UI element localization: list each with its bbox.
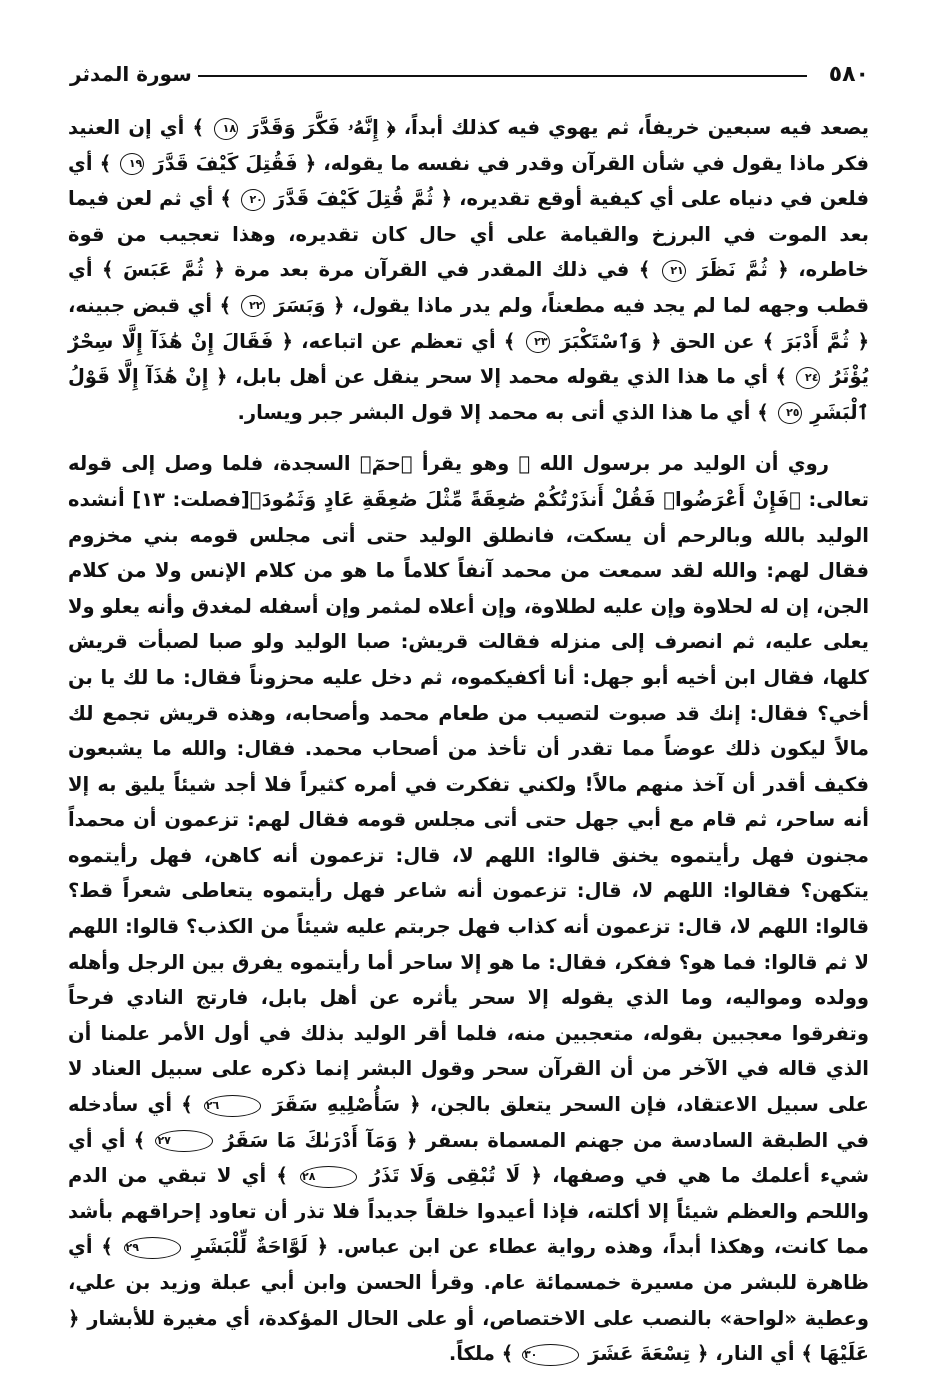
quran-verse: ﴿ لَا تُبْقِى وَلَا تَذَرُ	[359, 1164, 542, 1188]
quran-verse: ﴿ ثُمَّ قُتِلَ كَيْفَ قَدَّرَ	[266, 187, 453, 211]
text-segment: أي قبض جبينه،	[68, 293, 220, 317]
ayah-number-marker: ١٨	[214, 118, 238, 140]
quran-verse: ﴿ ثُمَّ نَظَرَ	[687, 258, 789, 282]
ayah-number-marker: ٢٨	[300, 1166, 357, 1188]
quran-verse: ﴾	[181, 1093, 202, 1117]
text-segment: أي ظاهرة للبشر من مسيرة خمسمائة عام. وقرأ الحسن وابن أبي عبلة وزيد بن علي، وعطية «لواحة» بالنصب على الاختصاص، أو على الحال المؤكدة، أي مغيرة للأبشار	[68, 1235, 869, 1330]
ayah-number-marker: ٢١	[662, 260, 686, 282]
text-segment: روي أن الوليد مر برسول الله ﷺ وهو يقرأ	[412, 452, 829, 476]
text-segment: ملكاً.	[448, 1342, 502, 1366]
surah-title: سورة المدثر	[70, 62, 192, 86]
ayah-number-marker: ٢٩	[124, 1237, 181, 1259]
quran-reference: [فصلت: ١٣]	[132, 487, 250, 511]
quran-verse: ﴾	[133, 1128, 154, 1152]
text-segment: أي قطب وجهه لما لم يجد فيه مطعناً، ولم يدر ماذا يقول،	[68, 258, 870, 317]
header-rule	[198, 75, 807, 77]
quran-verse: ﴾	[638, 258, 660, 282]
quran-verse: ﴿ وَبَسَرَ	[266, 293, 345, 317]
text-segment: أي تعظم عن اتباعه،	[292, 329, 504, 353]
ayah-number-marker: ٢٧	[155, 1130, 212, 1152]
quran-verse: ﴿ إِنَّهُۥ فَكَّرَ وَقَدَّرَ	[240, 116, 396, 139]
quran-verse: ﴾	[220, 187, 239, 211]
quran-verse: ﴿ سَأُصْلِيهِ سَقَرَ	[263, 1093, 421, 1117]
quran-verse: ﴿ إِنْ هَٰذَآ إِلَّا قَوْلُ ٱلْبَشَرِ	[68, 365, 869, 424]
quran-verse: ﴾	[101, 1235, 122, 1259]
tafsir-paragraph-walid-story	[68, 446, 869, 1371]
quran-verse: ﴾	[276, 1164, 298, 1188]
text-segment: أي ما هذا الذي أتى به محمد إلا قول البشر جبر ويسار.	[237, 400, 758, 424]
quran-verse: ﴿ فَقَالَ إِنْ هَٰذَآ إِلَّا سِحْرٌ يُؤْثَرُ	[68, 329, 870, 389]
quran-verse: ﴿ ثُمَّ عَبَسَ ﴾	[102, 258, 225, 282]
text-segment: أي ثم لعن فيما بعد الموت في البرزخ والقيامة على أي حال كان تقديره، وهذا تعجيب من قوة خاطره،	[68, 187, 869, 282]
quran-verse: ﴾	[775, 365, 795, 389]
page-body	[68, 110, 869, 1372]
page-header	[70, 62, 869, 88]
quran-verse: ﴾	[757, 400, 776, 424]
text-segment: أي أي شيء أعلمك ما هي في وصفها،	[68, 1128, 870, 1188]
text-segment: أنشده الوليد بالله وبالرحم أن يسكت، فانطلق الوليد حتى أتى مجلس قومه بني مخزوم فقال لهم: والله لقد سمعت من محمد آنفاً كلاماً ما هو من كلام الإنس ولا من كلام الجن، إن له لحلاوة وإن عليه لطلاوة، وإن أعلاه لمثمر وإن أسفله لمغدق وأنه يعلو ولا يعلى عليه، ثم انصرف إلى منزله فقالت قريش: صبا الوليد ولو صبا لصبأت قريش كلها، فقال ابن أخيه أبو جهل: أنا أكفيكموه، ثم دخل عليه محزوناً فقال: ما لك يا بن أخي؟ فقال: إنك قد صبوت لتصيب من طعام محمد وأصحابه، وهذه قريش تجمع لك مالاً ليكون ذلك عوضاً مما تقدر أن تأخذ من أصحاب محمد. فقال: والله ما يشبعون فكيف أقدر أن آخذ منهم مالاً! ولكني تفكرت في أمره كثيراً فلا أجد شيئاً يليق به إلا أنه ساحر، ثم قام مع أبي جهل حتى أتى مجلس قومه فقال لهم: تزعمون أن محمداً مجنون فهل رأيتموه يخنق قالوا: اللهم لا، قال: تزعمون أنه كاهن، فهل رأيتموه يتكهن؟ فقالوا: اللهم لا، قال: تزعمون أنه شاعر فهل رأيتموه يتعاطى شعراً قط؟ قالوا: اللهم لا، قال: تزعمون أنه كذاب فهل جربتم عليه شيئاً من الكذب؟ قالوا: اللهم لا ثم قالوا: فما هو؟ ففكر، فقال: ما هو إلا ساحر أما رأيتموه يفرق بين الرجل وأهله وولده ومواليه، وما الذي يقوله إلا سحر يأثره عن أهل بابل، فارتج النادي فرحاً وتفرقوا معجبين بقوله، متعجبين منه، فلما أقر الوليد بذلك في أول الأمر علمنا أن الذي قاله في الآخر من أن القرآن سحر وقول البشر إنما ذكره على سبيل العناد لا على سبيل الاعتقاد، فإن السحر يتعلق بالجن،	[68, 487, 870, 1117]
quran-verse: ﴾	[192, 116, 213, 139]
text-segment: أي فلعن في دنياه على أي كيفية أوقع تقديره،	[68, 151, 869, 211]
tafsir-paragraph-verses-18-25	[68, 110, 869, 430]
ayah-number-marker: ٣٠	[522, 1344, 579, 1366]
ayah-number-marker: ١٩	[120, 153, 144, 175]
quran-verse: ﴿ فَقُتِلَ كَيْفَ قَدَّرَ	[146, 151, 317, 175]
page-number: ٥٨٠	[828, 62, 869, 87]
text-segment: يصعد فيه سبعين خريفاً، ثم يهوي فيه كذلك أبداً،	[395, 116, 869, 139]
quran-verse: ﴿فَإِنْ أَعْرَضُوا۟ فَقُلْ أَنذَرْتُكُمْ صَٰعِقَةً مِّثْلَ صَٰعِقَةِ عَادٍ وَثَمُودَ﴾	[249, 487, 801, 511]
quran-verse: ﴿حمٓ﴾	[359, 452, 413, 476]
ayah-number-marker: ٢٠	[241, 189, 265, 211]
quran-verse: ﴾	[501, 1342, 520, 1366]
quran-verse: ﴾	[99, 151, 119, 175]
quran-verse: ﴿ وَٱسْتَكْبَرَ	[551, 329, 662, 353]
ayah-number-marker: ٢٥	[778, 402, 802, 424]
text-segment: أي النار،	[708, 1342, 802, 1366]
quran-verse: ﴿ ثُمَّ أَدْبَرَ ﴾	[762, 329, 870, 353]
quran-verse: ﴾	[503, 329, 524, 353]
text-segment: أي سأدخله في الطبقة السادسة من جهنم المسماة بسقر	[68, 1093, 869, 1152]
text-segment: السجدة، فلما وصل إلى قوله تعالى:	[68, 452, 869, 511]
ayah-number-marker: ٢٢	[241, 295, 265, 317]
ayah-number-marker: ٢٣	[526, 331, 550, 353]
text-segment: في ذلك المقدر في القرآن مرة بعد مرة	[224, 258, 639, 282]
text-segment: أي لا تبقي من الدم واللحم والعظم شيئاً إلا أكلته، فإذا أعيدوا خلقاً جديداً فلا تذر أن تعاود إحراقهم بأشد مما كانت، وهكذا أبداً، وهذه رواية عطاء عن ابن عباس.	[68, 1164, 869, 1259]
text-segment: عن الحق	[661, 329, 763, 353]
quran-verse: ﴿ وَمَآ أَدْرَىٰكَ مَا سَقَرُ	[214, 1128, 418, 1152]
quran-verse: ﴿ عَلَيْهَا ﴾	[68, 1306, 869, 1366]
ayah-number-marker: ٢٦	[204, 1095, 261, 1117]
quran-verse: ﴿ تِسْعَةَ عَشَرَ	[581, 1342, 709, 1366]
text-segment: أي إن العنيد فكر ماذا يقول في شأن القرآن وقدر في نفسه ما يقوله،	[68, 116, 869, 175]
ayah-number-marker: ٢٤	[796, 367, 820, 389]
text-segment: أي ما هذا الذي يقوله محمد إلا سحر ينقل عن أهل بابل،	[227, 365, 776, 389]
quran-verse: ﴿ لَوَّاحَةٌ لِّلْبَشَرِ	[182, 1235, 329, 1259]
quran-verse: ﴾	[219, 293, 239, 317]
